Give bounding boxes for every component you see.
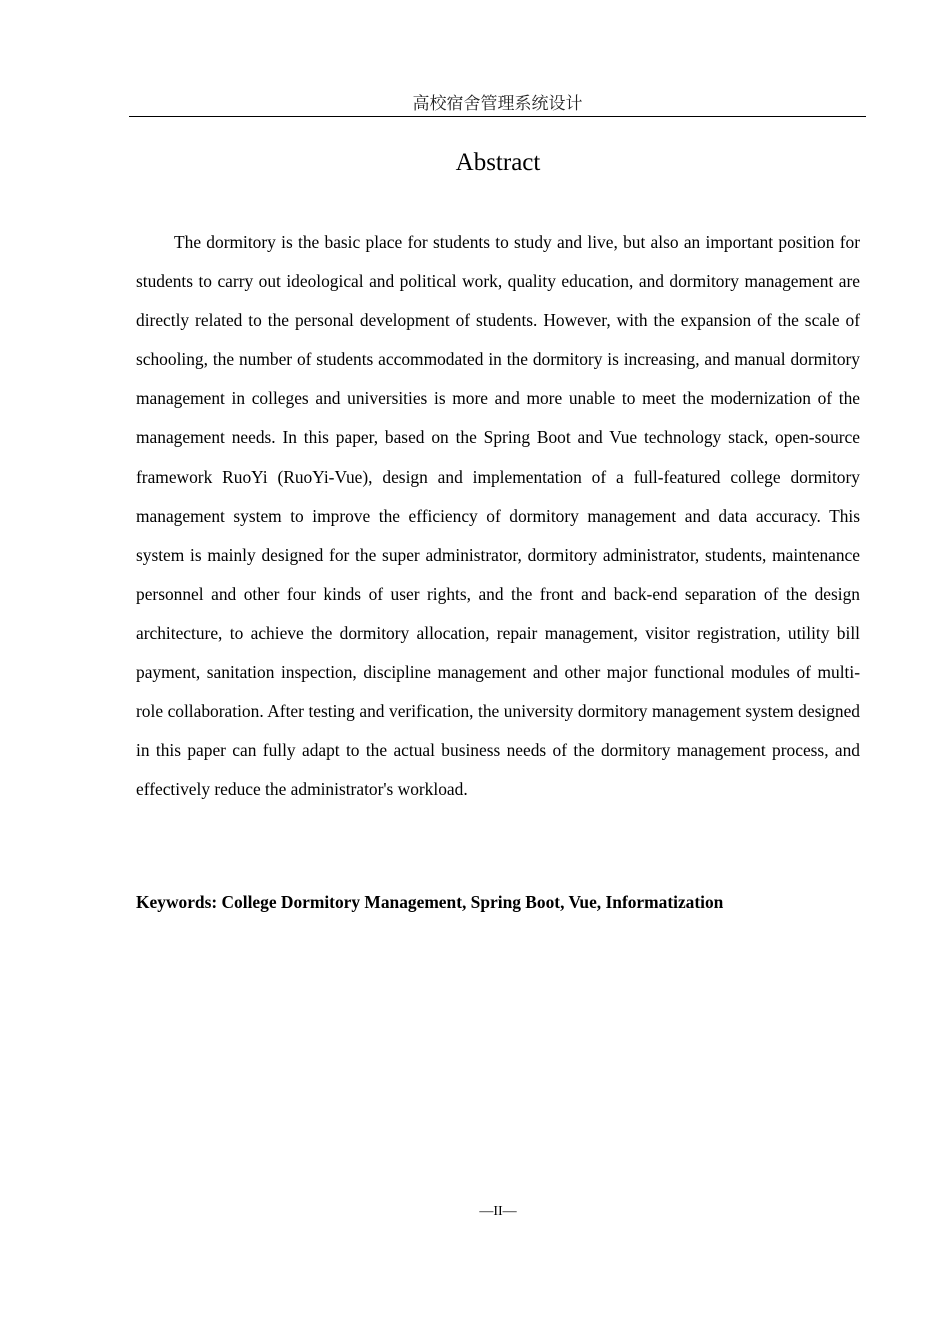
keywords: Keywords: College Dormitory Management, Spring Boot, Vue, Informatization xyxy=(136,892,724,912)
abstract-body: The dormitory is the basic place for students to study and live, but also an important position for students to carry out ideological and political work, quality education, and dormitory management are directly related to the personal development of students. However, with the expansion of the scale of schooling, the number of students accommodated in the dormitory is increasing, and manual dormitory management in colleges and universities is more and more unable to meet the modernization of the management needs. In this paper, based on the Spring Boot and Vue technology stack, open-source framework RuoYi (RuoYi-Vue), design and implementation of a full-featured college dormitory management system to improve the efficiency of dormitory management and data accuracy. This system is mainly designed for the super administrator, dormitory administrator, students, maintenance personnel and other four kinds of user rights, and the front and back-end separation of the design architecture, to achieve the dormitory allocation, repair management, visitor registration, utility bill payment, sanitation inspection, discipline management and other major functional modules of multi-role collaboration. After testing and verification, the university dormitory management system designed in this paper can fully adapt to the actual business needs of the dormitory management process, and effectively reduce the administrator's workload. xyxy=(136,232,860,800)
running-header: 高校宿舍管理系统设计 xyxy=(129,92,866,117)
abstract-title: Abstract xyxy=(455,149,541,176)
page-number: —II— xyxy=(479,1204,517,1219)
